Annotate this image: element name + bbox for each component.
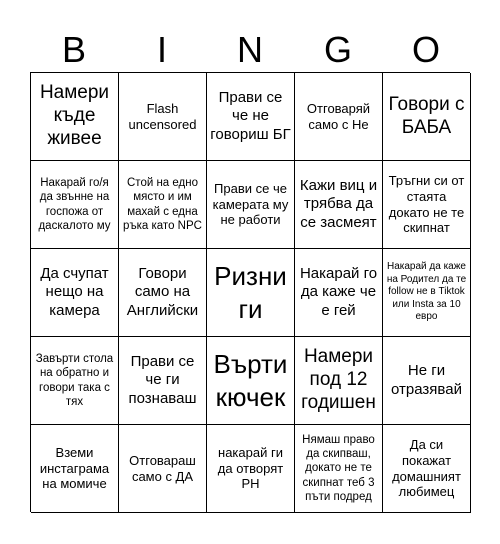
header-letter-g: G (323, 29, 352, 70)
header-letter-n: N (237, 29, 263, 70)
bingo-cell[interactable] (119, 425, 207, 513)
bingo-cell[interactable] (31, 161, 119, 249)
cell-text: Завърти стола на обратно и говори така с тях (35, 352, 114, 408)
cell-text: Flash uncensored (128, 100, 197, 132)
cell-text: Прави се че ги познаваш (128, 353, 197, 407)
bingo-cell[interactable] (119, 337, 207, 425)
bingo-cell[interactable] (31, 249, 119, 337)
cell-text: Да си покажат домашният любимец (392, 436, 461, 500)
cell-text: Говори с БАБА (388, 93, 465, 138)
cell-text: Намери под 12 годишен (301, 346, 376, 413)
bingo-cell[interactable] (207, 73, 295, 161)
cell-text: Ризни ги (214, 261, 287, 324)
free-space-cell[interactable] (207, 249, 295, 337)
cell-text: Вземи инстаграма на момиче (39, 444, 110, 492)
cell-text: Кажи виц и трябва да се засмеят (299, 177, 378, 231)
cell-text: Стой на едно място и им махай с една ръка като NPC (123, 176, 202, 232)
header-letter-o: O (411, 29, 440, 70)
bingo-cell[interactable] (31, 425, 119, 513)
bingo-cell[interactable] (383, 73, 471, 161)
bingo-cell[interactable] (119, 161, 207, 249)
header-letter-b: B (61, 29, 86, 70)
cell-text: Прави се че камерата му не работи (212, 180, 289, 228)
bingo-cell[interactable] (207, 161, 295, 249)
bingo-cell[interactable] (383, 337, 471, 425)
bingo-cell[interactable] (295, 73, 383, 161)
bingo-cell[interactable] (31, 337, 119, 425)
bingo-board (30, 72, 470, 512)
bingo-cell[interactable] (31, 73, 119, 161)
cell-text: Накарай го/я да звънне на госпожа от даскалото му (38, 176, 111, 232)
cell-text: Отговаряй само с Не (306, 100, 371, 132)
bingo-cell[interactable] (207, 337, 295, 425)
cell-text: Намери къде живее (39, 82, 110, 149)
bingo-cell[interactable] (383, 249, 471, 337)
bingo-header (30, 28, 470, 72)
cell-text: накарай ги да отворят PH (217, 444, 284, 492)
cell-text: Говори само на Английски (126, 265, 199, 319)
bingo-cell[interactable] (119, 73, 207, 161)
cell-text: Прави се че не говориш БГ (210, 89, 291, 143)
bingo-cell[interactable] (295, 249, 383, 337)
bingo-cell[interactable] (119, 249, 207, 337)
cell-text: Да счупат нещо на камера (40, 265, 109, 319)
header-letter-i: I (156, 29, 167, 70)
bingo-cell[interactable] (383, 161, 471, 249)
cell-text: Върти кючек (213, 349, 288, 412)
bingo-cell[interactable] (207, 425, 295, 513)
cell-text: Отговараш само с ДА (129, 452, 196, 484)
cell-text: Нямаш право да скипваш, докато не те скипнат теб 3 пъти подред (302, 433, 375, 504)
bingo-cell[interactable] (295, 337, 383, 425)
cell-text: Не ги отразявай (391, 362, 462, 398)
cell-text: Накарай да каже на Родител да те follow не в Tiktok или Insta за 10 евро (386, 261, 467, 323)
cell-text: Тръгни си от стаята докато не те скипнат (388, 172, 465, 236)
bingo-cell[interactable] (295, 425, 383, 513)
cell-text: Накарай го да каже че е гей (299, 265, 378, 319)
bingo-cell[interactable] (295, 161, 383, 249)
bingo-cell[interactable] (383, 425, 471, 513)
